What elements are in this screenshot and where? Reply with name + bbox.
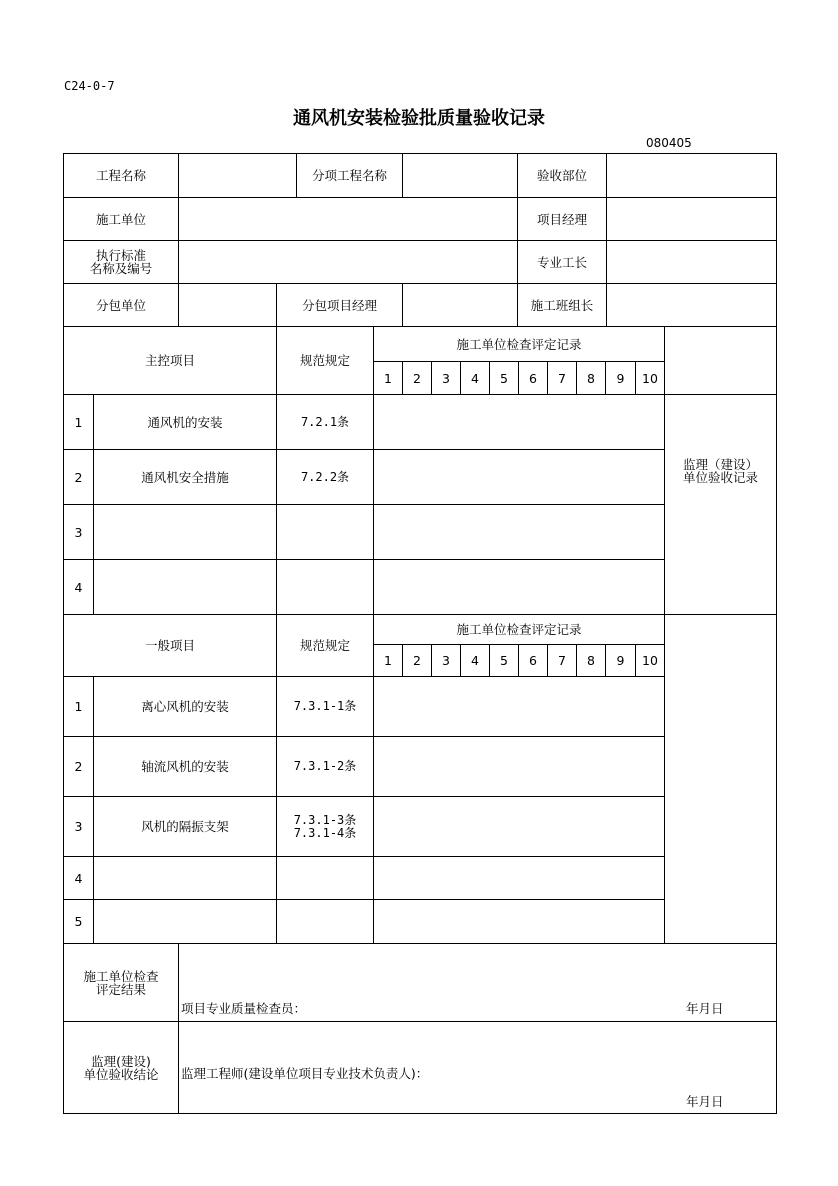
main_control-row-item: 通风机的安装: [93, 394, 277, 450]
main_control-row-item: [93, 504, 277, 560]
main_control-column-2: 2: [402, 361, 432, 395]
sub-pm-field[interactable]: [402, 283, 518, 327]
main_control-column-6: 6: [518, 361, 548, 395]
main_control-column-5: 5: [489, 361, 519, 395]
general-row-record[interactable]: [373, 796, 665, 857]
general-row-record[interactable]: [373, 676, 665, 737]
main_control-row-spec: [276, 504, 374, 560]
engineer-date: 年月日: [686, 1094, 724, 1109]
main_control-row-record[interactable]: [373, 449, 665, 505]
general-row-item: [93, 856, 277, 900]
main_control-column-8: 8: [576, 361, 606, 395]
main_control-row-number: 3: [63, 504, 94, 560]
main_control-column-1: 1: [373, 361, 403, 395]
main_control-column-9: 9: [605, 361, 636, 395]
general-record-label: 施工单位检查评定记录: [373, 614, 665, 645]
team-leader-label: 施工班组长: [517, 283, 607, 327]
project-manager-label: 项目经理: [517, 197, 607, 241]
project-name-label: 工程名称: [63, 153, 179, 198]
general-title: 一般项目: [63, 614, 277, 677]
main_control-column-10: 10: [635, 361, 665, 395]
main_control-row-record[interactable]: [373, 559, 665, 615]
general-column-1: 1: [373, 644, 403, 677]
general-row-item: [93, 899, 277, 944]
main_control-column-4: 4: [460, 361, 490, 395]
general-column-10: 10: [635, 644, 665, 677]
doc-number: 080405: [646, 136, 692, 150]
sub-pm-label: 分包项目经理: [276, 283, 403, 327]
general-row-item: 风机的隔振支架: [93, 796, 277, 857]
team-leader-field[interactable]: [606, 283, 777, 327]
main_control-row-item: [93, 559, 277, 615]
foreman-field[interactable]: [606, 240, 777, 284]
general-column-9: 9: [605, 644, 636, 677]
main_control-row-spec: 7.2.2条: [276, 449, 374, 505]
engineer-label: 监理工程师(建设单位项目专业技术负责人)：: [181, 1066, 429, 1081]
main_control-spec-label: 规范规定: [276, 326, 374, 395]
general-row-record[interactable]: [373, 899, 665, 944]
general-row-record[interactable]: [373, 736, 665, 797]
acceptance-part-label: 验收部位: [517, 153, 607, 198]
contractor-result-label: 施工单位检查 评定结果: [63, 943, 179, 1022]
contractor-label: 施工单位: [63, 197, 179, 241]
general-row-record[interactable]: [373, 856, 665, 900]
general-row-spec: [276, 856, 374, 900]
main_control-column-7: 7: [547, 361, 577, 395]
general-row-spec: [276, 899, 374, 944]
main_control-supervisor-field[interactable]: [664, 394, 777, 615]
inspector-label: 项目专业质量检查员：: [181, 1001, 307, 1016]
main_control-supervisor-record: 监理（建设） 单位验收记录: [664, 326, 777, 615]
general-row-item: 轴流风机的安装: [93, 736, 277, 797]
general-column-6: 6: [518, 644, 548, 677]
general-row-spec: 7.3.1-1条: [276, 676, 374, 737]
main_control-row-spec: 7.2.1条: [276, 394, 374, 450]
main_control-row-record[interactable]: [373, 394, 665, 450]
subproject-name-label: 分项工程名称: [296, 153, 403, 198]
contractor-field[interactable]: [178, 197, 518, 241]
main_control-record-label: 施工单位检查评定记录: [373, 326, 665, 362]
general-row-number: 4: [63, 856, 94, 900]
inspector-date: 年月日: [686, 1001, 724, 1016]
main_control-row-spec: [276, 559, 374, 615]
general-row-item: 离心风机的安装: [93, 676, 277, 737]
main_control-title: 主控项目: [63, 326, 277, 395]
main_control-row-record[interactable]: [373, 504, 665, 560]
subcontractor-label: 分包单位: [63, 283, 179, 327]
general-column-3: 3: [431, 644, 461, 677]
general-row-number: 5: [63, 899, 94, 944]
general-column-8: 8: [576, 644, 606, 677]
general-spec-label: 规范规定: [276, 614, 374, 677]
subproject-name-field[interactable]: [402, 153, 518, 198]
general-row-number: 3: [63, 796, 94, 857]
general-column-7: 7: [547, 644, 577, 677]
subcontractor-field[interactable]: [178, 283, 277, 327]
main_control-column-3: 3: [431, 361, 461, 395]
project-name-field[interactable]: [178, 153, 297, 198]
standard-field[interactable]: [178, 240, 518, 284]
standard-label: 执行标准 名称及编号: [63, 240, 179, 284]
main_control-row-item: 通风机安全措施: [93, 449, 277, 505]
general-column-5: 5: [489, 644, 519, 677]
form-code: C24-0-7: [64, 79, 115, 93]
project-manager-field[interactable]: [606, 197, 777, 241]
main_control-row-number: 2: [63, 449, 94, 505]
general-column-2: 2: [402, 644, 432, 677]
general-row-number: 1: [63, 676, 94, 737]
general-row-spec: 7.3.1-2条: [276, 736, 374, 797]
general-row-spec: 7.3.1-3条 7.3.1-4条: [276, 796, 374, 857]
general-row-number: 2: [63, 736, 94, 797]
general-supervisor-record[interactable]: [664, 614, 777, 944]
main_control-row-number: 4: [63, 559, 94, 615]
foreman-label: 专业工长: [517, 240, 607, 284]
general-column-4: 4: [460, 644, 490, 677]
main_control-row-number: 1: [63, 394, 94, 450]
supervisor-conclusion-label: 监理(建设) 单位验收结论: [63, 1021, 179, 1114]
acceptance-part-field[interactable]: [606, 153, 777, 198]
page-title: 通风机安装检验批质量验收记录: [293, 108, 545, 129]
